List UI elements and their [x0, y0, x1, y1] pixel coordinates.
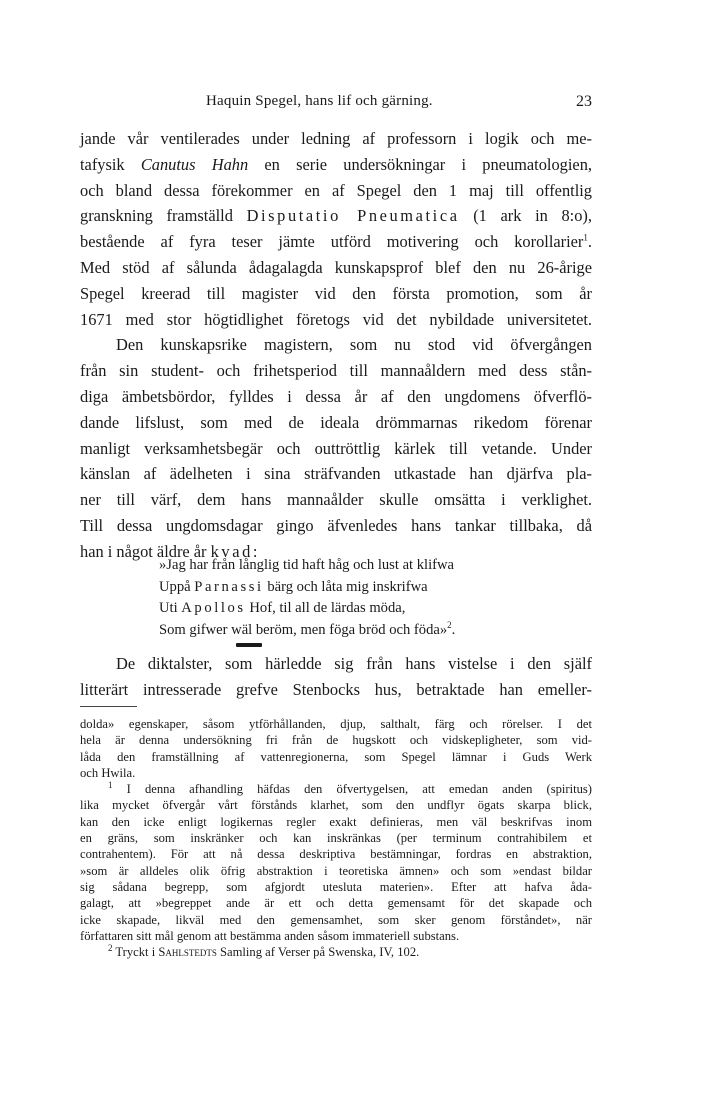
footnote-line: [80, 732, 592, 748]
body-text-lower: [80, 651, 592, 703]
footnote-marker: 1: [108, 780, 113, 790]
poem-quote: [159, 555, 455, 641]
text-line: [80, 281, 592, 307]
line-text: granskning framställd: [80, 206, 247, 226]
line-text: manligt verksamhetsbegär och outtröttlig kärlek till vetande. Under: [80, 438, 592, 458]
line-text: tafysik: [80, 154, 141, 174]
footnote-line: [80, 912, 592, 928]
line-text: från sin student- och frihetsperiod till mannaåldern med dess stån-: [80, 361, 592, 381]
footnote-line: [80, 830, 592, 846]
line-text: Till dessa ungdomsdagar gingo äfvenledes hans tankar tillbaka, då: [80, 515, 592, 535]
line-text: en gräns, som inskränker och kan inskränkas (per terminum contrahibilem et: [80, 831, 592, 846]
footnote-line: [80, 765, 592, 781]
line-text: .: [587, 232, 592, 252]
line-text: contrahentem). För att nå dessa deskriptiva bestämningar, fordras en abstraktion,: [80, 847, 592, 862]
text-line: [80, 651, 592, 677]
text-line: [80, 677, 592, 703]
line-text: Samling af Verser på Swenska, IV, 102.: [216, 945, 420, 960]
line-text: Uppå: [159, 578, 195, 595]
text-line: [80, 126, 592, 152]
body-text-upper: [80, 126, 592, 565]
line-text: Med stöd af sålunda ådagalagda kunskapsprof blef den nu 26-årige: [80, 257, 592, 277]
line-text: kan den icke enligt logikernas regler exakt definieras, men väl beskrifvas inom: [80, 814, 592, 829]
line-text: icke skapade, likväl med den gemensamhet, som sker genom förståndet», när: [80, 912, 592, 927]
footnote-line: [80, 846, 592, 862]
ink-mark: [236, 643, 262, 647]
footnote-line: [80, 797, 592, 813]
text-line: [80, 203, 592, 229]
line-text: »som är alldeles olik öfrig abstraktion i teoretiska ämnen» och som »endast bildar: [80, 863, 592, 878]
footnote-line: [80, 863, 592, 879]
line-text: Spegel kreerad till magister vid den första promotion, som år: [80, 283, 592, 303]
running-title: Haquin Spegel, hans lif och gärning.: [206, 93, 433, 109]
line-text: De diktalster, som härledde sig från hans vistelse i den själf: [116, 654, 592, 673]
footnote-ref: 2: [447, 619, 452, 630]
line-text: Uti: [159, 600, 182, 617]
line-text: och Hwila.: [80, 765, 136, 780]
line-text: Som gifwer wäl beröm, men föga bröd och föda»: [159, 621, 448, 638]
footnotes: [80, 716, 592, 960]
footnote-marker: 2: [108, 942, 113, 953]
footnote-rule: [80, 706, 137, 707]
text-line: [80, 307, 592, 333]
italic-name: Canutus Hahn: [140, 154, 249, 174]
poem-line: [159, 598, 455, 620]
text-line: [80, 229, 592, 255]
text-line: [80, 152, 592, 178]
line-text: och bland dessa förekommer en af Spegel den 1 maj till offentlig: [80, 180, 592, 200]
spaced-word: kvad:: [210, 541, 261, 561]
line-text: I denna afhandling häfdas den öfvertygelsen, att emedan anden (spiritus): [126, 782, 592, 797]
line-text: författaren sitt mål genom att bestämma anden såsom immateriell substans.: [80, 928, 460, 943]
line-text: galagt, att »begreppet ande är ett och detta gemensamt för det skapade och: [80, 896, 592, 911]
running-header: [80, 93, 592, 117]
line-text: ner till värf, dem hans mannaålder skulle omsätta i verklighet.: [80, 490, 592, 510]
text-line: [80, 461, 592, 487]
line-text: dolda» egenskaper, såsom ytförhållanden, djup, salthalt, färg och rörelser. I det: [80, 717, 592, 731]
line-text: låda den framställning af vattenregionerna, som Spegel lämnar i Guds Werk: [80, 749, 592, 764]
line-text: 1671 med stor högtidlighet företogs vid det nybildade universitetet.: [80, 309, 592, 329]
footnote-line: [80, 879, 592, 895]
line-text: litterärt intresserade grefve Stenbocks hus, betraktade han emeller-: [80, 679, 592, 699]
line-text: en serie undersökningar i pneumatologien,: [248, 154, 592, 174]
text-line: [80, 178, 592, 204]
line-text: Den kunskapsrike magistern, som nu stod vid öfvergången: [116, 335, 592, 355]
text-line: [80, 358, 592, 384]
line-text: diga ämbetsbördor, fylldes i dessa år af den ungdomens öfverflö-: [80, 386, 592, 406]
line-text: hela är denna undersökning fri från de hugskott och vidskepligheter, som vid-: [80, 733, 592, 748]
line-text: lika mycket öfvergår vårt förstånds klarhet, som den undflyr ögats skarpa blick,: [80, 798, 592, 813]
text-line: [80, 255, 592, 281]
line-text: Tryckt i: [115, 945, 159, 960]
line-text: jande vår ventilerades under ledning af professorn i logik och me-: [80, 129, 592, 148]
text-line: [80, 436, 592, 462]
footnote-line: [80, 895, 592, 911]
spaced-title: Disputatio Pneumatica: [246, 206, 460, 226]
page-number: 23: [576, 93, 592, 110]
line-text: han i något äldre år: [80, 541, 211, 561]
line-text: .: [451, 621, 456, 638]
small-caps-name: Sahlstedts: [158, 945, 217, 960]
text-line: [80, 487, 592, 513]
line-text: bärg och låta mig inskrifwa: [263, 578, 428, 595]
line-text: dande lifslust, som med de ideala drömmarnas rikedom förenar: [80, 412, 592, 432]
poem-line: [159, 577, 455, 599]
line-text: Hof, til all de lärdas möda,: [245, 600, 406, 617]
spaced-name: Parnassi: [194, 578, 264, 595]
spaced-name: Apollos: [181, 600, 246, 617]
footnote-line: [80, 814, 592, 830]
footnote-line: [80, 781, 592, 797]
line-text: (1 ark in 8:o),: [459, 206, 592, 226]
text-line: [80, 384, 592, 410]
footnote-line: [80, 716, 592, 732]
poem-line: [159, 555, 455, 577]
line-text: sig sådana begrepp, som afgjordt utesluta materien». Efter att hafva åda-: [80, 879, 592, 894]
text-line: [80, 332, 592, 358]
line-text: bestående af fyra teser jämte utförd motivering och korollarier: [80, 232, 584, 252]
footnote-line: [80, 944, 592, 960]
line-text: känslan af ädelheten i sina sträfvanden utkastade han djärfva pla-: [80, 464, 592, 484]
poem-line: [159, 620, 455, 642]
line-text: »Jag har från långlig tid haft håg och lust at klifwa: [159, 557, 455, 573]
footnote-line: [80, 749, 592, 765]
text-line: [80, 513, 592, 539]
text-line: [80, 410, 592, 436]
footnote-line: [80, 928, 592, 944]
footnote-ref: 1: [583, 232, 588, 243]
